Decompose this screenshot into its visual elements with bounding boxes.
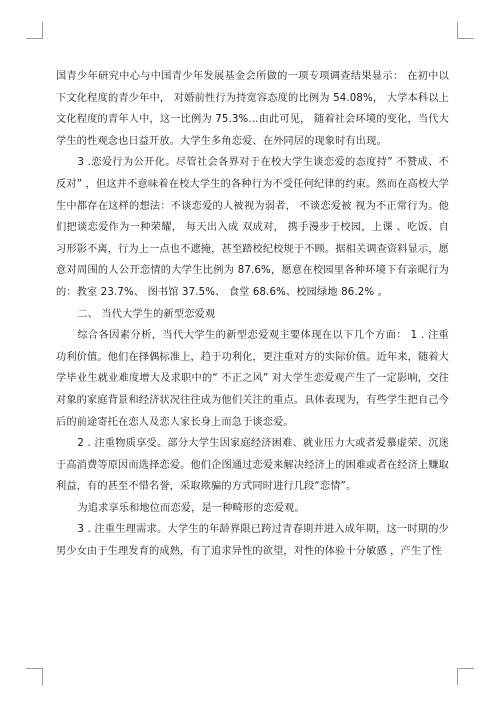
paragraph-public-behavior: 3 .恋爱行为公开化。尽管社会各界对于在校大学生谈恋爱的态度持” 不赞成、不反对” ，但这并不意味着在校大学生的各种行为不受任何纪律的约束。然而在高校大学生中都存在这样的想法：不谈恋爱的人被视为弱者， 不谈恋爱被 视为不正常行为。他们把谈恋爱作为一种荣耀， 每天出入成 双成对， 携手漫步于校园，上课 、吃饭、自习形影不离，行为上一点也不遮掩，甚至踏校纪校规于不顾。据相关调查资料显示，愿意对周围的人公开恋情的大学生比例为 87.6%，愿意在校园里各种环境下有亲昵行为的：教室 23.7%、 图书馆 37.5%、 食堂 68.6%、校园绿地 86.2% 。 — [56, 157, 449, 298]
crop-mark-top-left — [26, 22, 43, 39]
paragraph-material-enjoyment: 2 . 注重物质享受。部分大学生因家庭经济困难、就业压力大或者爱慕虚荣、沉迷于高消费等原因而选择恋爱。他们企图通过恋爱来解决经济上的困难或者在经济上赚取利益，有的甚至不惜名誉，采取欺骗的方式同时进行几段“恋情”。 — [56, 438, 449, 493]
paragraph-survey-results: 国青少年研究中心与中国青少年发展基金会所做的一项专项调查结果显示： 在初中以下文化程度的青少年中， 对婚前性行为持宽容态度的比例为 54.08%， 大学本科以上文化程度的青年人中，这一比例为 75.3%...由此可见， 随着社会环境的变化，当代大学生的性观念也日益开放。大学生多角恋爱、在外同居的现象时有出现。 — [56, 71, 449, 147]
paragraph-pleasure-status: 为追求享乐和地位而恋爱，是一种畸形的恋爱观。 — [77, 502, 305, 514]
paragraph-physiological-needs: 3 . 注重生理需求。大学生的年龄界限已跨过青春期并进入成年期，这一时期的少男少女由于生理发育的成熟，有了追求异性的欲望，对性的体验十分敏感 ，产生了性 — [56, 524, 449, 558]
crop-mark-bottom-left — [26, 668, 43, 685]
section-heading: 二、 当代大学生的新型恋爱观 — [77, 308, 216, 320]
crop-mark-bottom-right — [457, 668, 474, 685]
crop-mark-top-right — [457, 22, 474, 39]
document-body — [56, 66, 449, 563]
paragraph-utilitarian-value: 综合各因素分析，当代大学生的新型恋爱观主要体现在以下几个方面： 1 . 注重功利价值。他们在择偶标准上，趋于功利化，更注重对方的实际价值。近年来，随着大学毕业生就业难度增大及求职中的“ 不正之风” 对大学生恋爱观产生了一定影响，交往对象的家庭背景和经济状况往往成为他们关注的重点。具体表现为，有些学生把自己今后的前途寄托在恋人及恋人家长身上而急于谈恋爱。 — [56, 330, 449, 428]
